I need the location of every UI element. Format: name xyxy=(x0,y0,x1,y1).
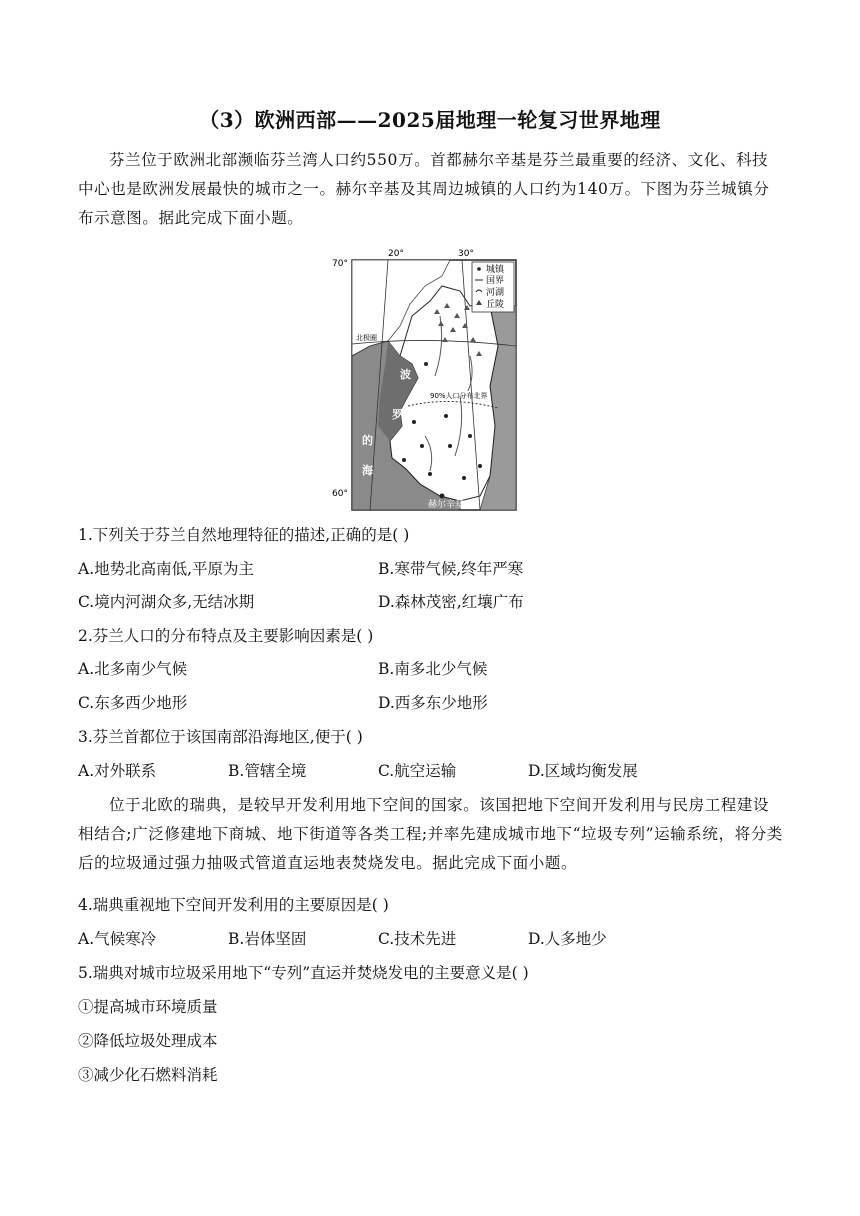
lat-label-70: 70° xyxy=(332,259,348,269)
helsinki-label: 赫尔辛基 xyxy=(428,500,465,510)
legend-border: 国界 xyxy=(486,276,505,286)
q3-option-c[interactable]: C.航空运输 xyxy=(378,762,457,780)
intro-paragraph-finland: 芬兰位于欧洲北部濒临芬兰湾人口约550万。首都赫尔辛基是芬兰最重要的经济、文化、科技中心也是欧洲发展最快的城市之一。赫尔辛基及其周边城镇的人口约为140万。下图为芬兰城镇分布示意图。据此完成下面小题。 xyxy=(78,151,770,227)
q4-option-a[interactable]: A.气候寒冷 xyxy=(78,930,157,948)
q1-option-c[interactable]: C.境内河湖众多,无结冰期 xyxy=(78,593,255,611)
sea-label-1: 波 xyxy=(400,368,411,381)
lat-label-60: 60° xyxy=(332,489,348,499)
q4-option-d[interactable]: D.人多地少 xyxy=(528,930,607,948)
q2-stem: 2.芬兰人口的分布特点及主要影响因素是( ) xyxy=(78,627,374,645)
legend-hill: 丘陵 xyxy=(486,300,505,310)
q2-option-a[interactable]: A.北多南少气候 xyxy=(78,660,188,678)
finland-town-map xyxy=(330,246,530,512)
lon-label-30: 30° xyxy=(458,249,474,259)
arctic-circle-label: 北极圈 xyxy=(356,334,377,342)
q5-stem: 5.瑞典对城市垃圾采用地下“专列”直运并焚烧发电的主要意义是( ) xyxy=(78,964,529,982)
population-line-label: 90%人口分布北界 xyxy=(430,392,488,400)
q2-option-b[interactable]: B.南多北少气候 xyxy=(378,660,488,678)
q4-option-b[interactable]: B.岩体坚固 xyxy=(228,930,307,948)
q3-option-a[interactable]: A.对外联系 xyxy=(78,762,157,780)
sea-label-2: 罗 xyxy=(392,408,403,421)
q3-option-b[interactable]: B.管辖全境 xyxy=(228,762,307,780)
q5-item-2: ②降低垃圾处理成本 xyxy=(78,1032,218,1050)
q3-stem: 3.芬兰首都位于该国南部沿海地区,便于( ) xyxy=(78,728,363,746)
q5-item-3: ③减少化石燃料消耗 xyxy=(78,1066,218,1084)
q5-item-1: ①提高城市环境质量 xyxy=(78,998,218,1016)
q4-option-c[interactable]: C.技术先进 xyxy=(378,930,457,948)
page-title: （3）欧洲西部——2025届地理一轮复习世界地理 xyxy=(199,108,661,132)
q3-option-d[interactable]: D.区域均衡发展 xyxy=(528,762,638,780)
q1-option-b[interactable]: B.寒带气候,终年严寒 xyxy=(378,560,524,578)
q1-stem: 1.下列关于芬兰自然地理特征的描述,正确的是( ) xyxy=(78,526,410,544)
q1-option-d[interactable]: D.森林茂密,红壤广布 xyxy=(378,593,524,611)
legend-town: 城镇 xyxy=(486,265,505,275)
sea-label-3: 的 xyxy=(362,434,373,447)
legend-river-lake: 河湖 xyxy=(486,288,505,298)
sea-label-4: 海 xyxy=(362,464,373,477)
q4-stem: 4.瑞典重视地下空间开发利用的主要原因是( ) xyxy=(78,896,389,914)
q2-option-c[interactable]: C.东多西少地形 xyxy=(78,694,188,712)
q1-option-a[interactable]: A.地势北高南低,平原为主 xyxy=(78,560,255,578)
lon-label-20: 20° xyxy=(388,249,404,259)
intro-paragraph-sweden: 位于北欧的瑞典，是较早开发利用地下空间的国家。该国把地下空间开发利用与民房工程建设相结合;广泛修建地下商城、地下街道等各类工程;并率先建成城市地下“垃圾专列”运输系统，将分类后的垃圾通过强力抽吸式管道直运地表焚烧发电。据此完成下面小题。 xyxy=(78,796,783,872)
q2-option-d[interactable]: D.西多东少地形 xyxy=(378,694,488,712)
